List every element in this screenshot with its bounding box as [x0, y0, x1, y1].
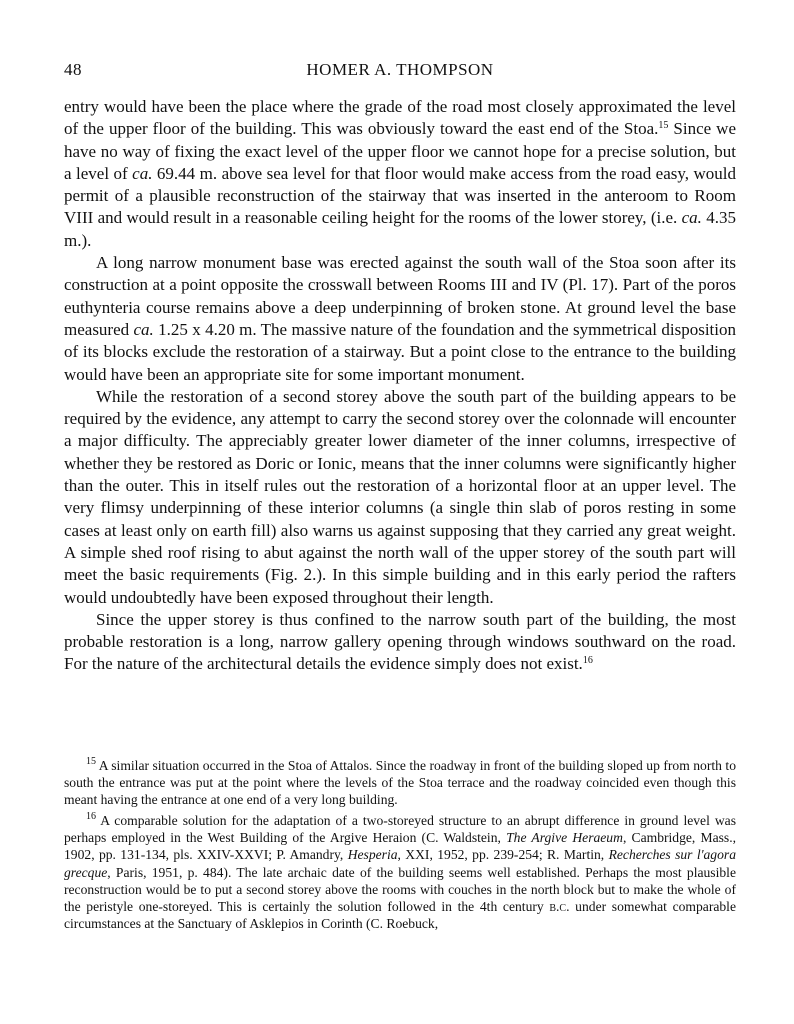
- footnote: [64, 812, 736, 932]
- italic-text: ca.: [132, 163, 153, 183]
- text-run: While the restoration of a second storey above the south part of the building appears to be required by the evidence, any attempt to carry the second storey over the colonnade will encounter a major difficulty. The appreciably greater lower diameter of the inner columns, irrespective of whether they be restored as Doric or Ionic, means that the inner columns were significantly higher than the outer. This in itself rules out the restoration of a horizontal floor at an upper level. The very flimsy underpinning of these interior columns (a single thin slab of poros resting in some cases at least only on earth fill) also warns us against supposing that they carried any great weight. A simple shed roof rising to abut against the north wall of the upper storey of the south part will meet the basic requirements (Fig. 2.). In this simple building and in this early period the rafters would undoubtedly have been exposed throughout their length.: [64, 386, 736, 607]
- page-header: [64, 60, 736, 84]
- italic-text: ca.: [133, 319, 154, 339]
- footnote: [64, 757, 736, 808]
- text-run: , Paris, 1951, p. 484). The late archaic date of the building seems well established. Perhaps the most plausible reconstruction would be to put a second storey above the rooms with couches in the north block but to make the whole of the peristyle one-storeyed. This is certainly the solution followed in the 4th century: [64, 864, 736, 914]
- footnote-ref: 15: [86, 756, 96, 767]
- footnote-ref: 16: [582, 655, 593, 667]
- footnotes: [64, 757, 736, 936]
- body-text: [64, 96, 736, 676]
- text-run: A long narrow monument base was erected against the south wall of the Stoa soon after its construction at a point opposite the crosswall between Rooms III and IV (Pl. 17). Part of the poros euthynteria course remains above a deep underpinning of broken stone. At ground level the base measured: [64, 253, 736, 339]
- small-caps-text: b.c.: [549, 898, 570, 914]
- italic-text: Hesperia: [347, 847, 398, 863]
- paragraph: [64, 252, 736, 386]
- text-run: , Cambridge, Mass., 1902, pp. 131-134, pls. XXIV-XXVI; P. Amandry,: [64, 830, 737, 863]
- text-run: 4.35 m.).: [64, 208, 737, 250]
- text-run: Since the upper storey is thus confined to the narrow south part of the building, the most probable restoration is a long, narrow gallery opening through windows southward on the road. For the nature of the architectural details the evidence simply does not exist.: [64, 609, 736, 674]
- text-run: entry would have been the place where the grade of the road most closely approximated the level of the upper floor of the building. This was obviously toward the east end of the Stoa.: [64, 97, 736, 139]
- page-number: 48: [64, 60, 82, 79]
- footnote-ref: 16: [86, 811, 96, 823]
- text-run: Since we have no way of fixing the exact level of the upper floor we cannot hope for a precise solution, but a level of: [64, 119, 736, 183]
- paragraph: [64, 609, 736, 676]
- paragraph: [64, 386, 736, 609]
- text-run: , XXI, 1952, pp. 239-254; R. Martin,: [397, 847, 609, 863]
- text-run: 69.44 m. above sea level for that floor would make access from the road easy, would permit of a plausible reconstruction of the stairway that was inserted in the anteroom to Room VIII and would result in a reasonable ceiling height for the rooms of the lower storey, (i.e.: [64, 163, 736, 228]
- text-run: 1.25 x 4.20 m. The massive nature of the foundation and the symmetrical disposition of its blocks exclude the restoration of a stairway. But a point close to the entrance to the building would have been an appropriate site for some important monument.: [64, 319, 736, 384]
- paragraph: [64, 96, 736, 252]
- footnote-ref: 15: [658, 120, 669, 132]
- italic-text: The Argive Heraeum: [506, 830, 623, 846]
- italic-text: Recherches sur l'agora grecque: [64, 847, 736, 880]
- running-head: HOMER A. THOMPSON: [306, 60, 494, 79]
- italic-text: ca.: [681, 208, 702, 228]
- text-run: under somewhat comparable circumstances at the Sanctuary of Asklepios in Corinth (C. Roebuck,: [64, 898, 736, 931]
- text-run: A similar situation occurred in the Stoa of Attalos. Since the roadway in front of the building sloped up from north to south the entrance was put at the point where the levels of the Stoa terrace and the roadway coincided even though this meant having the entrance at one end of a very long building.: [64, 758, 736, 808]
- text-run: A comparable solution for the adaptation of a two-storeyed structure to an abrupt difference in ground level was perhaps employed in the West Building of the Argive Heraion (C. Waldstein,: [64, 813, 736, 846]
